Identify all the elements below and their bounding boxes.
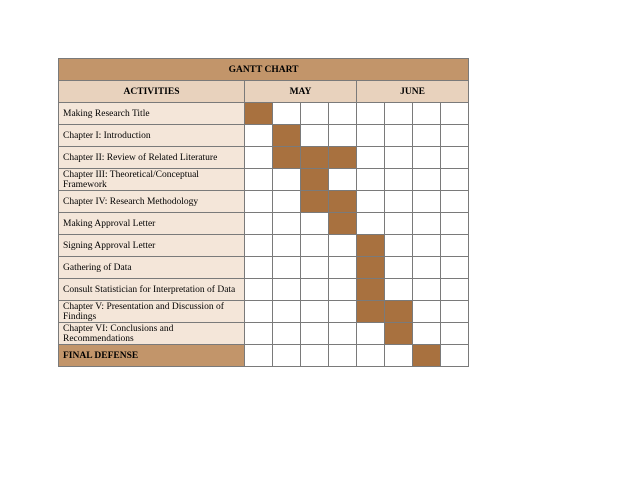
activity-row: [59, 279, 469, 301]
week-cell: [301, 103, 329, 125]
week-cell: [413, 147, 441, 169]
week-cell: [357, 103, 385, 125]
schedule-bar-cell: [273, 125, 301, 147]
activity-row: [59, 257, 469, 279]
week-cell: [273, 235, 301, 257]
week-cell: [329, 257, 357, 279]
week-cell: [413, 235, 441, 257]
week-cell: [441, 279, 469, 301]
week-cell: [413, 257, 441, 279]
gantt-chart-table: [58, 58, 469, 367]
week-cell: [329, 279, 357, 301]
week-cell: [245, 235, 273, 257]
week-cell: [329, 169, 357, 191]
week-cell: [273, 301, 301, 323]
activity-row: [59, 147, 469, 169]
week-cell: [273, 213, 301, 235]
activity-row: [59, 191, 469, 213]
schedule-bar-cell: [273, 147, 301, 169]
activity-label: Chapter I: Introduction: [59, 125, 245, 147]
week-cell: [385, 279, 413, 301]
week-cell: [273, 345, 301, 367]
week-cell: [413, 103, 441, 125]
schedule-bar-cell: [357, 235, 385, 257]
week-cell: [329, 301, 357, 323]
schedule-bar-cell: [385, 301, 413, 323]
activity-label: Consult Statistician for Interpretation of Data: [59, 279, 245, 301]
week-cell: [441, 147, 469, 169]
week-cell: [441, 125, 469, 147]
week-cell: [413, 279, 441, 301]
week-cell: [329, 323, 357, 345]
header-row: [59, 81, 469, 103]
week-cell: [413, 169, 441, 191]
week-cell: [273, 323, 301, 345]
activity-row: [59, 301, 469, 323]
week-cell: [385, 147, 413, 169]
week-cell: [245, 191, 273, 213]
week-cell: [301, 323, 329, 345]
activity-row: [59, 125, 469, 147]
week-cell: [385, 257, 413, 279]
week-cell: [413, 323, 441, 345]
schedule-bar-cell: [385, 323, 413, 345]
month-header-june: JUNE: [357, 81, 469, 103]
week-cell: [441, 345, 469, 367]
week-cell: [413, 125, 441, 147]
schedule-bar-cell: [329, 213, 357, 235]
week-cell: [357, 213, 385, 235]
schedule-bar-cell: [329, 147, 357, 169]
activity-row: [59, 169, 469, 191]
week-cell: [329, 345, 357, 367]
activities-header: ACTIVITIES: [59, 81, 245, 103]
schedule-bar-cell: [357, 301, 385, 323]
activity-label: Making Research Title: [59, 103, 245, 125]
week-cell: [385, 213, 413, 235]
week-cell: [245, 213, 273, 235]
week-cell: [441, 257, 469, 279]
week-cell: [357, 345, 385, 367]
week-cell: [273, 257, 301, 279]
week-cell: [273, 103, 301, 125]
month-header-may: MAY: [245, 81, 357, 103]
week-cell: [301, 301, 329, 323]
week-cell: [301, 213, 329, 235]
week-cell: [441, 213, 469, 235]
activity-row: [59, 103, 469, 125]
week-cell: [245, 345, 273, 367]
week-cell: [413, 213, 441, 235]
activity-label: Chapter IV: Research Methodology: [59, 191, 245, 213]
week-cell: [357, 125, 385, 147]
week-cell: [385, 103, 413, 125]
week-cell: [413, 191, 441, 213]
activity-label: Signing Approval Letter: [59, 235, 245, 257]
week-cell: [357, 169, 385, 191]
week-cell: [329, 125, 357, 147]
week-cell: [385, 125, 413, 147]
week-cell: [245, 169, 273, 191]
activity-row: [59, 235, 469, 257]
week-cell: [441, 301, 469, 323]
activity-label: Chapter II: Review of Related Literature: [59, 147, 245, 169]
week-cell: [245, 279, 273, 301]
schedule-bar-cell: [357, 257, 385, 279]
schedule-bar-cell: [301, 191, 329, 213]
schedule-bar-cell: [301, 147, 329, 169]
activity-row: [59, 213, 469, 235]
week-cell: [273, 169, 301, 191]
week-cell: [273, 279, 301, 301]
week-cell: [301, 345, 329, 367]
activity-label: Chapter V: Presentation and Discussion of Findings: [59, 301, 245, 323]
week-cell: [245, 301, 273, 323]
week-cell: [301, 279, 329, 301]
week-cell: [385, 169, 413, 191]
week-cell: [329, 103, 357, 125]
week-cell: [357, 191, 385, 213]
schedule-bar-cell: [329, 191, 357, 213]
week-cell: [441, 235, 469, 257]
week-cell: [385, 345, 413, 367]
activity-row: [59, 345, 469, 367]
activity-label: FINAL DEFENSE: [59, 345, 245, 367]
schedule-bar-cell: [413, 345, 441, 367]
chart-title: GANTT CHART: [59, 59, 469, 81]
activity-label: Chapter VI: Conclusions and Recommendations: [59, 323, 245, 345]
activity-row: [59, 323, 469, 345]
week-cell: [357, 147, 385, 169]
week-cell: [245, 125, 273, 147]
week-cell: [441, 103, 469, 125]
activity-label: Gathering of Data: [59, 257, 245, 279]
activity-label: Making Approval Letter: [59, 213, 245, 235]
week-cell: [301, 257, 329, 279]
week-cell: [441, 191, 469, 213]
activity-label: Chapter III: Theoretical/Conceptual Framework: [59, 169, 245, 191]
week-cell: [385, 191, 413, 213]
week-cell: [413, 301, 441, 323]
week-cell: [329, 235, 357, 257]
week-cell: [357, 323, 385, 345]
week-cell: [245, 257, 273, 279]
schedule-bar-cell: [245, 103, 273, 125]
week-cell: [441, 323, 469, 345]
week-cell: [301, 235, 329, 257]
week-cell: [385, 235, 413, 257]
week-cell: [245, 147, 273, 169]
week-cell: [273, 191, 301, 213]
week-cell: [245, 323, 273, 345]
week-cell: [301, 125, 329, 147]
schedule-bar-cell: [357, 279, 385, 301]
title-row: [59, 59, 469, 81]
schedule-bar-cell: [301, 169, 329, 191]
week-cell: [441, 169, 469, 191]
